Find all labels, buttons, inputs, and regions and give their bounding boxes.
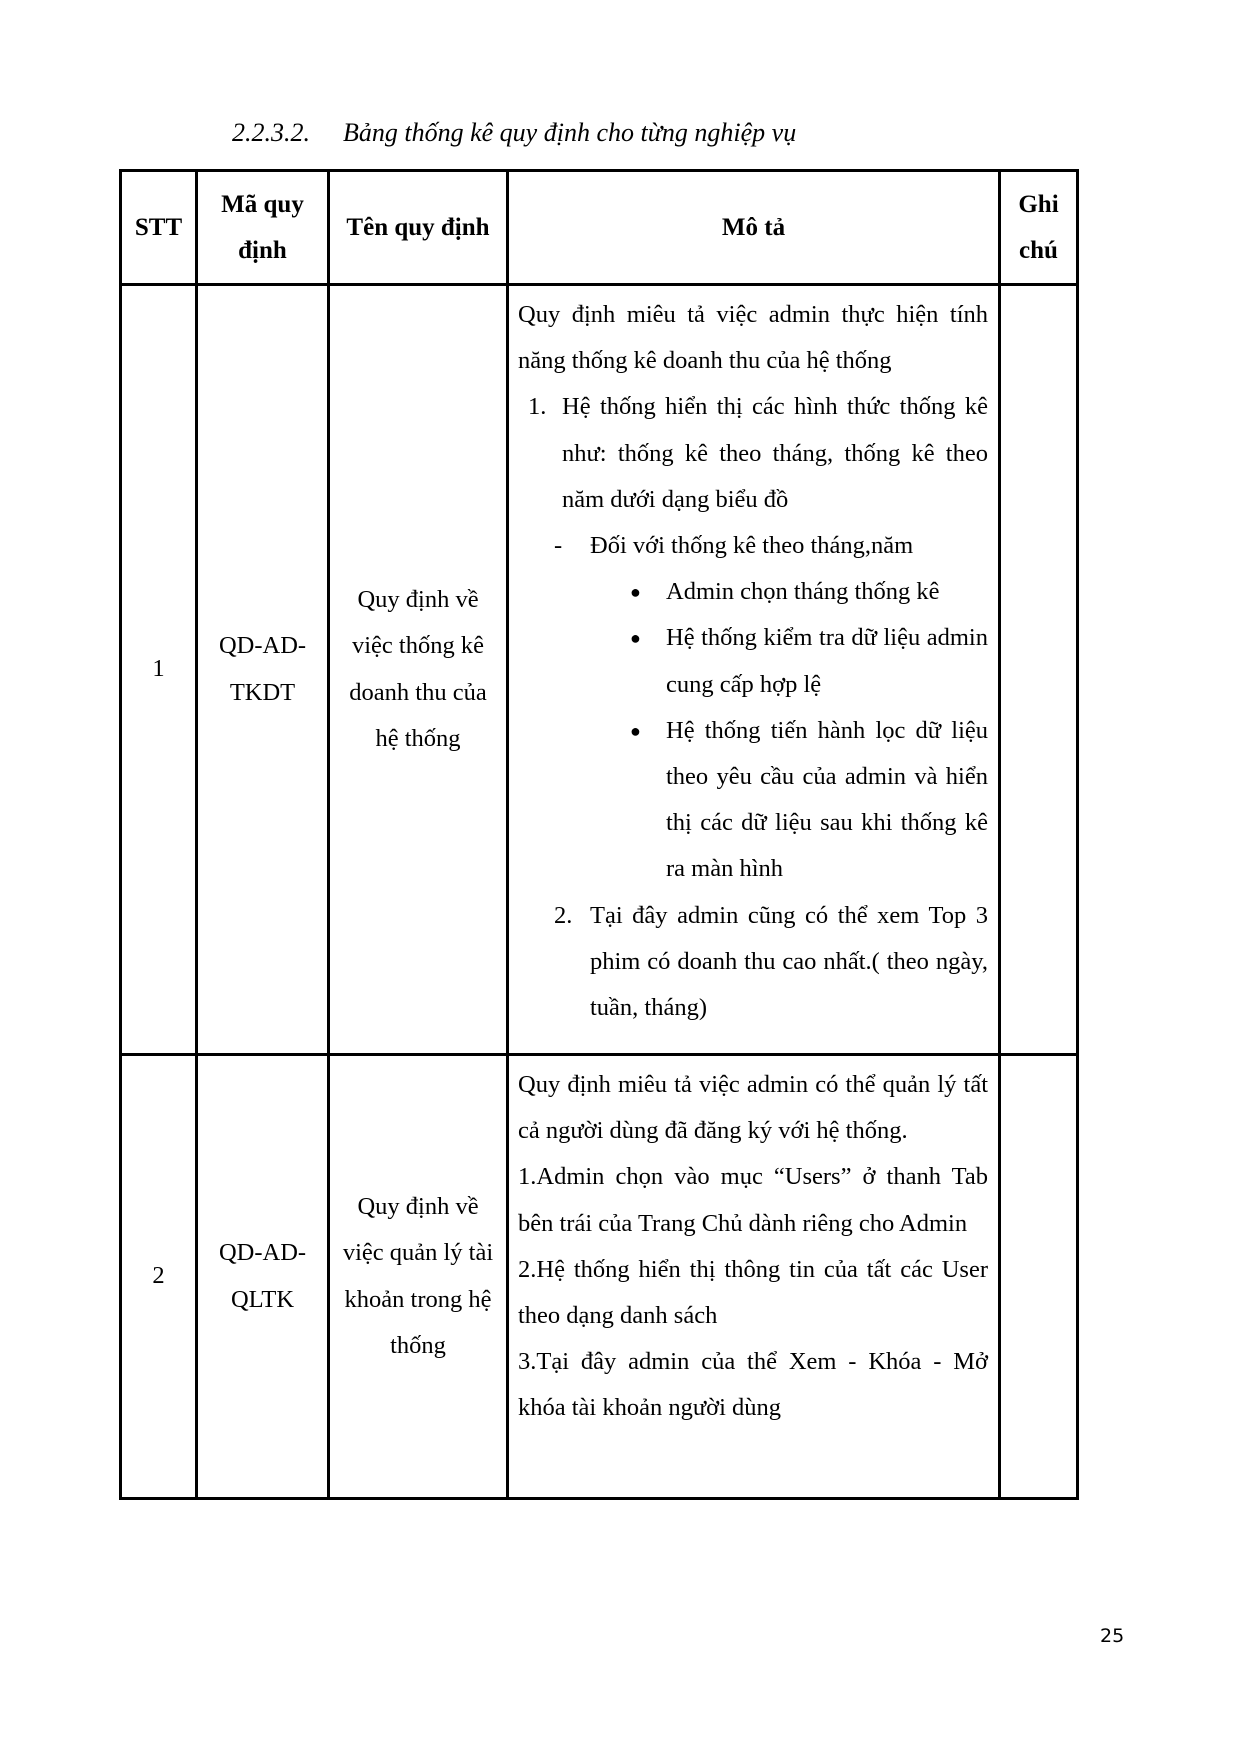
cell-ma-quy-dinh: QD-AD-QLTK (197, 1055, 329, 1499)
header-mo-ta: Mô tả (508, 171, 1000, 285)
desc-step: 3.Tại đây admin của thể Xem - Khóa - Mở khóa tài khoản người dùng (518, 1348, 988, 1422)
cell-mo-ta (508, 1055, 1000, 1499)
cell-ma-quy-dinh: QD-AD-TKDT (197, 285, 329, 1055)
desc-step: 1.Admin chọn vào mục “Users” ở thanh Tab bên trái của Trang Chủ dành riêng cho Admin (518, 1163, 988, 1237)
section-number: 2.2.3.2. (232, 118, 310, 147)
desc-bullet-item: ● Hệ thống tiến hành lọc dữ liệu theo yêu cầu của admin và hiển thị các dữ liệu sau khi thống kê ra màn hình (518, 708, 988, 893)
cell-ten-quy-dinh: Quy định về việc thống kê doanh thu của hệ thống (329, 285, 508, 1055)
desc-bullet-item: ● Admin chọn tháng thống kê (518, 569, 988, 615)
cell-ghi-chu (1000, 285, 1078, 1055)
bullet-icon: ● (630, 582, 641, 603)
desc-step: 2.Hệ thống hiển thị thông tin của tất các User theo dạng danh sách (518, 1255, 988, 1330)
list-number: 1. (528, 393, 547, 421)
desc-intro: Quy định miêu tả việc admin thực hiện tính năng thống kê doanh thu của hệ thống (518, 301, 988, 375)
desc-dash-item: - Đối với thống kê theo tháng,năm (518, 523, 988, 569)
desc-bullet-item: ● Hệ thống kiểm tra dữ liệu admin cung cấp hợp lệ (518, 615, 988, 707)
header-ma-quy-dinh: Mã quy định (197, 171, 329, 285)
bullet-icon: ● (630, 628, 641, 649)
desc-numbered-item: 2. Tại đây admin cũng có thể xem Top 3 phim có doanh thu cao nhất.( theo ngày, tuần, tháng) (518, 893, 988, 1032)
table-row (121, 1055, 1078, 1499)
header-ten-quy-dinh: Tên quy định (329, 171, 508, 285)
section-heading (232, 118, 796, 148)
cell-ghi-chu (1000, 1055, 1078, 1499)
page-number: 25 (1100, 1625, 1125, 1647)
header-stt: STT (121, 171, 197, 285)
desc-numbered-item: 1. Hệ thống hiển thị các hình thức thống kê như: thống kê theo tháng, thống kê theo năm dưới dạng biểu đồ (518, 384, 988, 523)
header-ghi-chu: Ghi chú (1000, 171, 1078, 285)
list-number: 2. (554, 901, 573, 929)
section-title: Bảng thống kê quy định cho từng nghiệp vụ (343, 118, 797, 147)
cell-ten-quy-dinh: Quy định về việc quản lý tài khoản trong hệ thống (329, 1055, 508, 1499)
desc-intro: Quy định miêu tả việc admin có thể quản lý tất cả người dùng đã đăng ký với hệ thống. (518, 1071, 988, 1145)
cell-stt: 1 (121, 285, 197, 1055)
regulation-table (119, 169, 1079, 1500)
cell-mo-ta (508, 285, 1000, 1055)
dash-marker: - (554, 532, 563, 560)
table-row (121, 285, 1078, 1055)
table-header-row (121, 171, 1078, 285)
bullet-icon: ● (630, 720, 641, 741)
cell-stt: 2 (121, 1055, 197, 1499)
